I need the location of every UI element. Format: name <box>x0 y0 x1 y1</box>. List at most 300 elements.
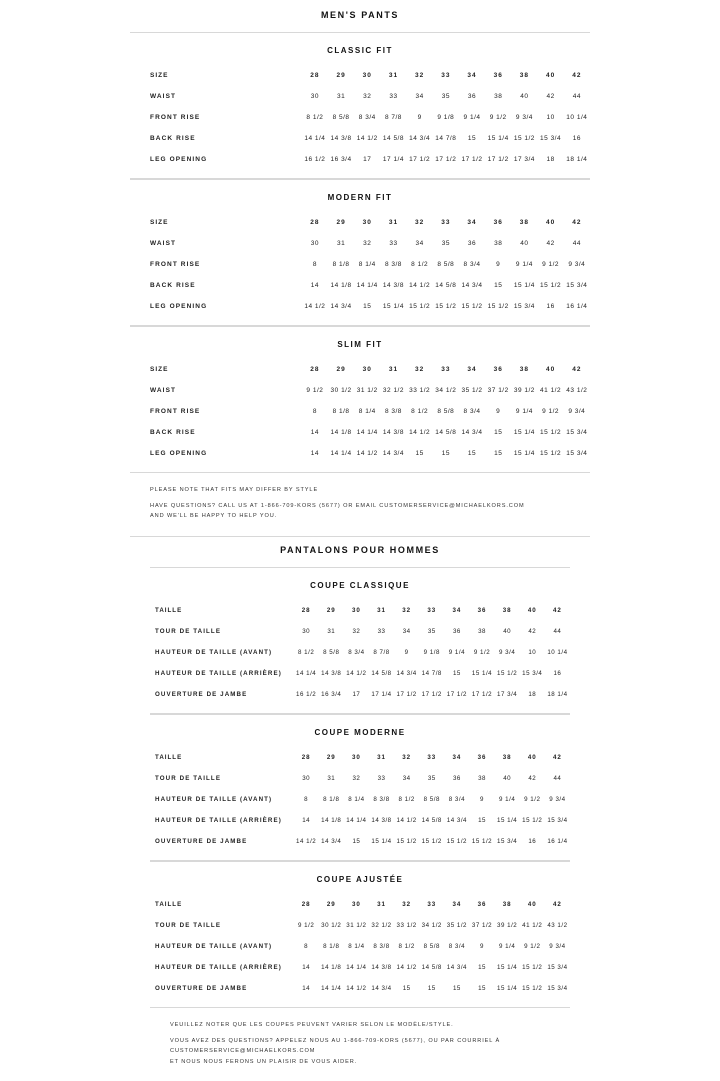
measurement-cell: 15 <box>441 450 450 457</box>
table-row <box>150 957 570 978</box>
measurement-cell: 9 1/4 <box>515 408 533 415</box>
measurement-cell: 14 5/8 <box>421 963 442 971</box>
size-table <box>130 65 590 170</box>
size-header-cell: 30 <box>351 606 361 614</box>
measurement-cell: 8 7/8 <box>373 648 390 656</box>
size-header-cell: 40 <box>545 219 556 226</box>
size-header-cell: 30 <box>362 366 372 373</box>
english-sections <box>0 32 720 473</box>
measurement-cell: 14 <box>302 984 311 992</box>
size-header-cell: 28 <box>310 219 320 226</box>
table-row <box>130 359 590 380</box>
size-header-cell: 29 <box>326 900 336 908</box>
measurement-cell: 35 <box>427 627 436 635</box>
measurement-cell: 15 1/2 <box>471 837 493 845</box>
measurement-cell: 8 1/8 <box>332 408 350 415</box>
size-header-cell: 40 <box>527 606 537 614</box>
measurement-cell: 15 <box>452 669 461 677</box>
row-label: TAILLE <box>155 900 183 908</box>
note-contact-1-fr: VOUS AVEZ DES QUESTIONS? APPELEZ NOUS AU 1-866-709-KORS (5677), OU PAR COURRIEL À CUSTOMERSERVICE@MICHAELKORS.COM <box>170 1037 501 1055</box>
measurement-cell: 38 <box>494 240 503 247</box>
size-header-cell: 34 <box>452 900 462 908</box>
fit-section-title: MODERN FIT <box>327 193 393 202</box>
measurement-cell: 9 <box>480 795 484 803</box>
measurement-cell: 9 3/4 <box>549 795 566 803</box>
table-row <box>150 978 570 999</box>
measurement-cell: 10 <box>546 114 555 121</box>
measurement-cell: 15 1/2 <box>487 303 509 310</box>
measurement-cell: 15 <box>478 963 486 971</box>
size-header-cell: 42 <box>552 606 562 614</box>
size-header-cell: 28 <box>310 72 320 79</box>
measurement-cell: 18 1/4 <box>547 690 568 698</box>
measurement-cell: 14 5/8 <box>435 429 457 436</box>
measurement-cell: 15 1/4 <box>513 429 535 436</box>
size-header-cell: 28 <box>301 606 311 614</box>
measurement-cell: 33 <box>377 774 386 782</box>
measurement-cell: 17 3/4 <box>497 690 518 698</box>
measurement-cell: 37 1/2 <box>487 387 509 394</box>
fit-section-title: CLASSIC FIT <box>327 46 393 55</box>
measurement-cell: 14 1/2 <box>409 282 431 289</box>
row-label: BACK RISE <box>150 429 196 436</box>
measurement-cell: 30 <box>310 240 319 247</box>
measurement-cell: 8 7/8 <box>384 114 402 121</box>
table-row <box>150 642 570 663</box>
measurement-cell: 17 1/2 <box>446 690 467 698</box>
measurement-cell: 36 <box>452 774 461 782</box>
size-header-cell: 42 <box>552 900 562 908</box>
measurement-cell: 15 1/4 <box>487 135 509 142</box>
measurement-cell: 15 1/4 <box>513 282 535 289</box>
fit-section-title: SLIM FIT <box>337 340 383 349</box>
measurement-cell: 14 1/2 <box>396 816 417 824</box>
measurement-cell: 15 <box>415 450 424 457</box>
measurement-cell: 40 <box>520 240 529 247</box>
measurement-cell: 43 1/2 <box>547 921 568 929</box>
size-header-cell: 38 <box>519 219 529 226</box>
size-header-cell: 38 <box>519 72 529 79</box>
measurement-cell: 8 3/8 <box>373 795 390 803</box>
table-row <box>150 894 570 915</box>
table-row <box>150 789 570 810</box>
note-fit-disclaimer: PLEASE NOTE THAT FITS MAY DIFFER BY STYLE <box>150 487 319 493</box>
measurement-cell: 15 1/2 <box>513 135 535 142</box>
size-header-cell: 32 <box>415 219 425 226</box>
measurement-cell: 14 7/8 <box>421 669 442 677</box>
measurement-cell: 35 <box>427 774 436 782</box>
measurement-cell: 38 <box>494 93 503 100</box>
size-header-cell: 28 <box>310 366 320 373</box>
measurement-cell: 34 <box>415 93 424 100</box>
measurement-cell: 8 1/8 <box>323 942 340 950</box>
measurement-cell: 34 <box>402 774 411 782</box>
measurement-cell: 14 1/4 <box>346 816 367 824</box>
table-row <box>130 296 590 317</box>
page-title: MEN'S PANTS <box>320 10 400 20</box>
measurement-cell: 8 <box>312 408 317 415</box>
measurement-cell: 40 <box>503 627 512 635</box>
measurement-cell: 14 3/4 <box>446 963 467 971</box>
measurement-cell: 15 1/2 <box>446 837 467 845</box>
measurement-cell: 14 1/4 <box>321 984 342 992</box>
size-header-cell: 40 <box>545 366 556 373</box>
table-row <box>150 831 570 852</box>
measurement-cell: 14 5/8 <box>371 669 392 677</box>
measurement-cell: 15 1/2 <box>540 282 562 289</box>
measurement-cell: 15 <box>494 282 503 289</box>
measurement-cell: 36 <box>452 627 461 635</box>
measurement-cell: 14 5/8 <box>435 282 457 289</box>
measurement-cell: 34 <box>415 240 424 247</box>
size-header-cell: 42 <box>572 219 582 226</box>
measurement-cell: 14 1/2 <box>346 669 367 677</box>
measurement-cell: 10 <box>528 648 537 656</box>
measurement-cell: 15 <box>494 450 503 457</box>
size-header-cell: 31 <box>377 900 386 908</box>
measurement-cell: 9 1/2 <box>298 921 315 929</box>
measurement-cell: 15 1/2 <box>396 837 417 845</box>
measurement-cell: 9 1/2 <box>542 261 560 268</box>
measurement-cell: 16 1/2 <box>304 156 326 163</box>
measurement-cell: 38 <box>478 627 486 635</box>
measurement-cell: 14 3/4 <box>321 837 342 845</box>
size-header-cell: 28 <box>301 900 311 908</box>
measurement-cell: 15 1/2 <box>540 450 562 457</box>
size-header-cell: 31 <box>388 219 399 226</box>
measurement-cell: 9 1/4 <box>463 114 481 121</box>
size-table <box>130 359 590 464</box>
measurement-cell: 8 1/2 <box>398 795 415 803</box>
fit-section <box>130 32 590 179</box>
measurement-cell: 8 1/2 <box>306 114 324 121</box>
row-label: HAUTEUR DE TAILLE (ARRIÈRE) <box>155 669 282 677</box>
measurement-cell: 14 1/8 <box>330 429 352 436</box>
row-label: OUVERTURE DE JAMBE <box>155 837 248 845</box>
measurement-cell: 15 <box>427 984 436 992</box>
fit-section <box>150 861 570 1008</box>
measurement-cell: 31 1/2 <box>356 387 378 394</box>
measurement-cell: 9 3/4 <box>568 261 586 268</box>
table-row <box>130 254 590 275</box>
size-header-cell: 40 <box>545 72 556 79</box>
measurement-cell: 8 1/2 <box>398 942 415 950</box>
row-label: SIZE <box>150 72 169 79</box>
measurement-cell: 9 1/8 <box>437 114 455 121</box>
table-row <box>150 915 570 936</box>
measurement-cell: 15 3/4 <box>522 669 543 677</box>
measurement-cell: 9 <box>404 648 409 656</box>
measurement-cell: 8 <box>312 261 317 268</box>
measurement-cell: 14 1/4 <box>304 135 326 142</box>
measurement-cell: 36 <box>467 240 477 247</box>
measurement-cell: 15 1/2 <box>522 963 543 971</box>
measurement-cell: 32 1/2 <box>382 387 404 394</box>
measurement-cell: 43 1/2 <box>566 387 588 394</box>
measurement-cell: 14 1/2 <box>356 135 378 142</box>
table-row <box>130 107 590 128</box>
measurement-cell: 17 <box>352 690 361 698</box>
measurement-cell: 30 1/2 <box>321 921 342 929</box>
fit-section <box>130 326 590 473</box>
measurement-cell: 16 <box>528 837 537 845</box>
size-header-cell: 42 <box>552 753 562 761</box>
measurement-cell: 31 <box>336 240 346 247</box>
measurement-cell: 9 1/4 <box>499 795 516 803</box>
row-label: HAUTEUR DE TAILLE (AVANT) <box>155 942 273 950</box>
size-header-cell: 28 <box>301 753 311 761</box>
measurement-cell: 14 3/4 <box>396 669 417 677</box>
measurement-cell: 14 <box>310 429 319 436</box>
french-sections <box>0 567 720 1008</box>
row-label: HAUTEUR DE TAILLE (ARRIÈRE) <box>155 816 282 824</box>
measurement-cell: 14 3/4 <box>461 282 483 289</box>
measurement-cell: 8 5/8 <box>423 795 440 803</box>
measurement-cell: 15 <box>352 837 361 845</box>
row-label: TAILLE <box>155 606 183 614</box>
row-label: FRONT RISE <box>150 261 201 268</box>
table-row <box>150 768 570 789</box>
size-header-cell: 34 <box>452 753 462 761</box>
measurement-cell: 9 1/2 <box>473 648 491 656</box>
measurement-cell: 14 3/8 <box>330 135 352 142</box>
measurement-cell: 15 1/4 <box>382 303 404 310</box>
measurement-cell: 14 3/4 <box>409 135 431 142</box>
size-header-cell: 31 <box>388 72 399 79</box>
measurement-cell: 35 <box>441 240 450 247</box>
measurement-cell: 30 <box>310 93 319 100</box>
measurement-cell: 39 1/2 <box>513 387 535 394</box>
measurement-cell: 9 3/4 <box>549 942 566 950</box>
size-header-cell: 33 <box>441 219 451 226</box>
row-label: TOUR DE TAILLE <box>155 627 222 635</box>
size-header-cell: 38 <box>502 606 512 614</box>
size-header-cell: 38 <box>502 900 512 908</box>
size-header-cell: 33 <box>427 753 437 761</box>
fit-section <box>150 567 570 714</box>
size-header-cell: 30 <box>362 72 372 79</box>
measurement-cell: 42 <box>528 774 537 782</box>
measurement-cell: 14 3/4 <box>382 450 404 457</box>
measurement-cell: 16 <box>546 303 555 310</box>
measurement-cell: 41 1/2 <box>540 387 562 394</box>
table-row <box>150 747 570 768</box>
measurement-cell: 15 1/2 <box>522 816 543 824</box>
measurement-cell: 15 3/4 <box>547 963 568 971</box>
measurement-cell: 18 <box>528 690 537 698</box>
row-label: LEG OPENING <box>150 450 208 457</box>
measurement-cell: 10 1/4 <box>547 648 568 656</box>
measurement-cell: 8 5/8 <box>332 114 350 121</box>
table-row <box>130 86 590 107</box>
note-contact-2: AND WE'LL BE HAPPY TO HELP YOU. <box>150 513 278 520</box>
measurement-cell: 37 1/2 <box>471 921 493 929</box>
size-header-cell: 30 <box>351 900 361 908</box>
row-label: HAUTEUR DE TAILLE (AVANT) <box>155 648 273 656</box>
measurement-cell: 39 1/2 <box>497 921 518 929</box>
table-row <box>150 810 570 831</box>
row-label: SIZE <box>150 366 169 373</box>
measurement-cell: 9 1/2 <box>306 387 324 394</box>
measurement-cell: 8 3/8 <box>384 408 402 415</box>
table-row <box>130 443 590 464</box>
measurement-cell: 14 1/8 <box>321 963 342 971</box>
measurement-cell: 14 3/4 <box>330 303 352 310</box>
measurement-cell: 35 1/2 <box>446 921 467 929</box>
measurement-cell: 8 3/4 <box>348 648 365 656</box>
measurement-cell: 14 3/8 <box>321 669 342 677</box>
measurement-cell: 16 <box>572 135 581 142</box>
measurement-cell: 14 3/4 <box>446 816 467 824</box>
size-header-cell: 32 <box>402 753 412 761</box>
row-label: TOUR DE TAILLE <box>155 921 222 929</box>
size-table <box>150 600 570 705</box>
size-header-cell: 29 <box>336 72 346 79</box>
measurement-cell: 15 <box>467 450 477 457</box>
measurement-cell: 17 1/2 <box>396 690 417 698</box>
table-row <box>130 401 590 422</box>
measurement-cell: 9 1/4 <box>515 261 533 268</box>
row-label: WAIST <box>150 387 177 394</box>
table-row <box>130 65 590 86</box>
measurement-cell: 8 <box>304 942 309 950</box>
table-row <box>130 149 590 170</box>
measurement-cell: 9 <box>496 261 501 268</box>
measurement-cell: 8 1/8 <box>332 261 350 268</box>
measurement-cell: 32 <box>363 240 372 247</box>
size-header-cell: 34 <box>467 366 477 373</box>
table-row <box>130 212 590 233</box>
measurement-cell: 14 1/8 <box>321 816 342 824</box>
measurement-cell: 14 <box>310 450 319 457</box>
size-header-cell: 31 <box>377 606 386 614</box>
table-row <box>150 600 570 621</box>
size-header-cell: 32 <box>402 900 412 908</box>
measurement-cell: 15 1/4 <box>371 837 392 845</box>
size-header-cell: 36 <box>493 72 503 79</box>
measurement-cell: 8 1/4 <box>348 942 365 950</box>
size-header-cell: 29 <box>326 753 336 761</box>
measurement-cell: 8 3/8 <box>373 942 390 950</box>
measurement-cell: 35 <box>441 93 450 100</box>
size-header-cell: 32 <box>415 72 425 79</box>
measurement-cell: 42 <box>546 240 555 247</box>
size-header-cell: 34 <box>467 219 477 226</box>
measurement-cell: 8 3/4 <box>448 795 466 803</box>
measurement-cell: 32 1/2 <box>371 921 392 929</box>
measurement-cell: 17 3/4 <box>513 156 535 163</box>
measurement-cell: 9 1/2 <box>524 795 541 803</box>
table-row <box>150 621 570 642</box>
measurement-cell: 30 <box>302 774 311 782</box>
measurement-cell: 8 5/8 <box>423 942 440 950</box>
measurement-cell: 15 <box>363 303 372 310</box>
measurement-cell: 15 <box>402 984 411 992</box>
measurement-cell: 36 <box>467 93 477 100</box>
measurement-cell: 31 <box>327 627 336 635</box>
measurement-cell: 14 3/8 <box>382 282 404 289</box>
row-label: LEG OPENING <box>150 156 208 163</box>
measurement-cell: 34 1/2 <box>421 921 442 929</box>
measurement-cell: 17 1/2 <box>421 690 442 698</box>
table-row <box>150 936 570 957</box>
measurement-cell: 14 <box>302 816 311 824</box>
measurement-cell: 33 <box>389 93 398 100</box>
measurement-cell: 14 1/2 <box>409 429 431 436</box>
measurement-cell: 10 1/4 <box>566 114 588 121</box>
table-row <box>130 233 590 254</box>
measurement-cell: 14 5/8 <box>382 135 404 142</box>
measurement-cell: 8 1/2 <box>411 261 429 268</box>
measurement-cell: 34 1/2 <box>435 387 457 394</box>
size-header-cell: 36 <box>493 219 503 226</box>
measurement-cell: 32 <box>363 93 372 100</box>
measurement-cell: 33 <box>377 627 386 635</box>
row-label: LEG OPENING <box>150 303 208 310</box>
row-label: OUVERTURE DE JAMBE <box>155 984 248 992</box>
fit-section <box>130 179 590 326</box>
measurement-cell: 8 3/8 <box>384 261 402 268</box>
english-notes <box>130 473 590 536</box>
table-row <box>150 684 570 705</box>
measurement-cell: 44 <box>572 93 581 100</box>
measurement-cell: 14 1/8 <box>330 282 352 289</box>
measurement-cell: 15 <box>452 984 461 992</box>
row-label: BACK RISE <box>150 135 196 142</box>
size-table <box>150 747 570 852</box>
measurement-cell: 14 1/4 <box>356 429 378 436</box>
measurement-cell: 16 <box>553 669 562 677</box>
size-header-cell: 33 <box>427 606 437 614</box>
size-header-cell: 36 <box>477 900 487 908</box>
size-header-cell: 29 <box>336 366 346 373</box>
size-header-cell: 40 <box>527 753 537 761</box>
measurement-cell: 9 <box>496 408 501 415</box>
measurement-cell: 16 1/4 <box>566 303 588 310</box>
row-label: BACK RISE <box>150 282 196 289</box>
measurement-cell: 8 1/4 <box>358 261 376 268</box>
size-header-cell: 31 <box>388 366 399 373</box>
measurement-cell: 8 1/8 <box>323 795 340 803</box>
fit-section-title: COUPE MODERNE <box>314 727 406 737</box>
measurement-cell: 14 1/2 <box>396 963 417 971</box>
measurement-cell: 8 5/8 <box>437 261 455 268</box>
measurement-cell: 14 1/4 <box>330 450 352 457</box>
measurement-cell: 15 3/4 <box>497 837 518 845</box>
size-header-cell: 32 <box>402 606 412 614</box>
measurement-cell: 9 3/4 <box>515 114 533 121</box>
fit-section-title: COUPE AJUSTÉE <box>316 874 404 884</box>
measurement-cell: 16 1/2 <box>296 690 317 698</box>
row-label: HAUTEUR DE TAILLE (ARRIÈRE) <box>155 963 282 971</box>
measurement-cell: 14 3/8 <box>382 429 404 436</box>
measurement-cell: 14 3/8 <box>371 963 392 971</box>
size-header-cell: 33 <box>427 900 437 908</box>
measurement-cell: 33 1/2 <box>396 921 417 929</box>
row-label: TOUR DE TAILLE <box>155 774 222 782</box>
measurement-cell: 33 1/2 <box>409 387 431 394</box>
size-header-cell: 40 <box>527 900 537 908</box>
measurement-cell: 15 3/4 <box>547 984 568 992</box>
measurement-cell: 31 <box>327 774 336 782</box>
measurement-cell: 8 <box>304 795 309 803</box>
measurement-cell: 15 1/4 <box>513 450 535 457</box>
french-notes <box>150 1008 570 1081</box>
measurement-cell: 18 1/4 <box>566 156 588 163</box>
measurement-cell: 14 1/2 <box>346 984 367 992</box>
measurement-cell: 17 1/2 <box>487 156 509 163</box>
fit-section-title: COUPE CLASSIQUE <box>310 580 410 590</box>
